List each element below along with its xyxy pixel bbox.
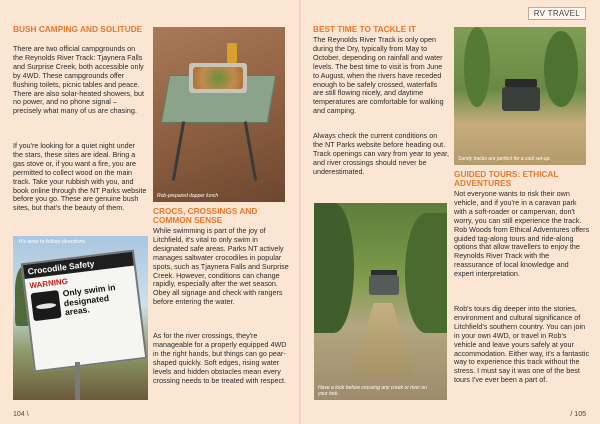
sign-photo-caption: It's wise to follow directions. <box>19 239 87 245</box>
crocs-paragraph-2: As for the river crossings, they're manageable for a properly equipped 4WD in the right hands, but things can go pear-shaped quickly. Soft edges, rising water levels and hidden obstacles mean every crossing needs to be treated with respect. <box>153 331 287 385</box>
crocs-heading: CROCS, CROSSINGS AND COMMON SENSE <box>153 206 258 225</box>
camp-setup-photo <box>454 27 586 165</box>
best-time-paragraph-2: Always check the current conditions on the NT Parks website before heading out. Track openings can vary from year to year, and river crossings should never be underestimated. <box>313 131 449 176</box>
crocodile-sign-photo <box>13 236 148 400</box>
right-page-number: / 105 <box>570 411 586 418</box>
bush-camping-heading: BUSH CAMPING AND SOLITUDE <box>13 24 143 34</box>
lunch-photo-caption: Rob-prepared dapper lunch <box>157 193 219 199</box>
guided-tours-paragraph-1: Not everyone wants to risk their own vehicle, and if you're in a caravan park with a soft-roader or campervan, don't worry, you can still experience the track. Rob Woods from Ethical Adventures offers guided tag-along tours and ride-along options that allow travellers to enjoy the Reynolds River Track with the reassurance of local knowledge and expert interpretation. <box>454 189 590 279</box>
left-page-number: 104 \ <box>13 411 29 418</box>
crocodile-sign-board <box>21 249 148 372</box>
foliage-shape <box>314 203 354 333</box>
best-time-heading: BEST TIME TO TACKLE IT <box>313 24 416 34</box>
sign-post <box>75 362 80 400</box>
tree-shape <box>464 27 490 107</box>
bush-camping-paragraph-1: There are two official campgrounds on the Reynolds River Track: Tjaynera Falls and Surprise Creek, both accessible only by 4WD. These campgrounds offer flushing toilets, picnic tables and peace. There are also solar-heated showers, but no power, and no phone signal – precisely what many of us are chasing. <box>13 44 145 116</box>
camp-photo-caption: Sandy tracks are perfect for a cool set-up. <box>458 156 551 162</box>
river-water-shape <box>352 303 414 375</box>
tree-shape <box>544 31 578 107</box>
sign-message: Only swim in designated areas. <box>62 282 116 318</box>
best-time-paragraph-1: The Reynolds River Track is only open during the Dry, typically from May to October, depending on rainfall and water levels. The best time to visit is from June to August, when the rivers have receded enough to be safely crossed, waterfalls are still flowing nicely, and daytime temperatures are comfortable for walking and camping. <box>313 35 444 116</box>
crocs-paragraph-1: While swimming is part of the joy of Litchfield, it's vital to only swim in designated safe areas. Parks NT actively manages saltwater crocodiles in popular spots, such as Tjaynera Falls and Surprise Creek. However, conditions can change rapidly, especially after the wet season. Obey all signage and check with rangers before entering the water. <box>153 226 289 307</box>
drink-can-shape <box>227 43 237 63</box>
river-photo-caption: Have a look before crossing any creek or river on your trek. <box>318 385 427 397</box>
table-leg <box>172 121 185 181</box>
table-leg <box>244 121 257 181</box>
sign-title: Crocodile Safety <box>23 252 134 279</box>
vehicle-shape <box>502 87 540 111</box>
guided-tours-paragraph-2: Rob's tours dig deeper into the stories, environment and cultural significance of Litchfield's southern country. You can join in your own 4WD, or travel in Rob's vehicle and leave yours safely at your accommodation. Either way, it's a fantastic way to experience this track without the stress. I must say it was one of the best tours I've ever been a part of. <box>454 304 590 385</box>
river-crossing-photo <box>314 203 447 400</box>
vehicle-shape <box>369 275 399 295</box>
bush-camping-paragraph-2: If you're looking for a quiet night under the stars, these sites are ideal. Bring a gas stove or, if you want a fire, you are permitted to collect wood on the main track. Take your rubbish with you, and book online through the NT Parks website before you go. These are genuine bush sites, but that's the beauty of them. <box>13 141 147 213</box>
sign-warning: WARNING <box>28 276 69 291</box>
camp-lunch-photo <box>153 27 285 202</box>
food-tray-shape <box>189 63 247 93</box>
guided-tours-heading: GUIDED TOURS: ETHICAL ADVENTURES <box>454 169 559 188</box>
foliage-shape <box>405 213 447 333</box>
section-tag: RV TRAVEL <box>528 7 586 20</box>
crocodile-icon <box>30 290 61 321</box>
page-spine <box>299 0 301 424</box>
